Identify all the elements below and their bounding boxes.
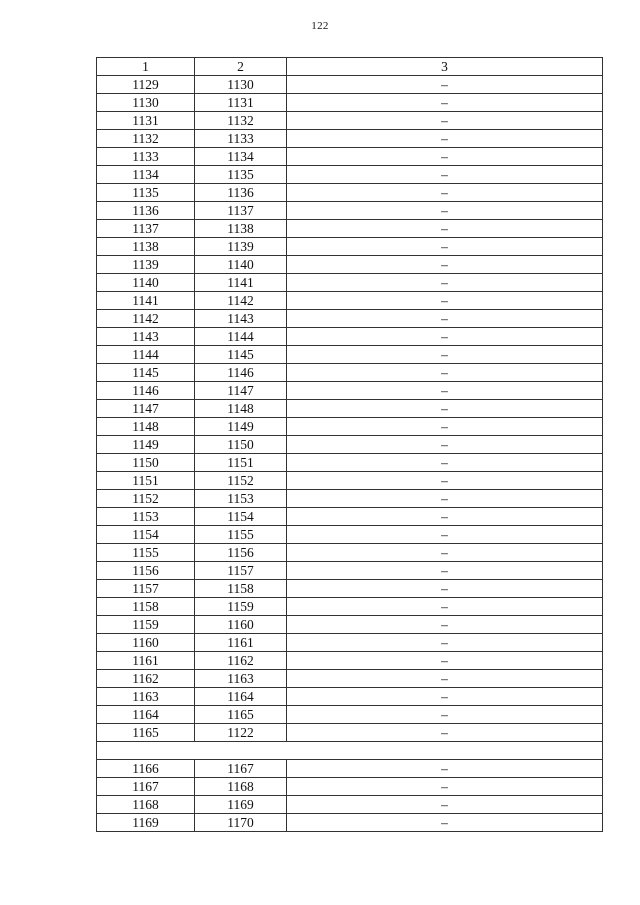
table-cell-col-2: 1133 [195, 130, 287, 148]
table-cell-col-2: 1168 [195, 778, 287, 796]
table-cell-col-3: – [287, 94, 603, 112]
table-cell-col-1: 1164 [97, 706, 195, 724]
table-cell-col-2: 1148 [195, 400, 287, 418]
table-row [97, 292, 603, 310]
table-cell-col-2: 1164 [195, 688, 287, 706]
table-cell-col-3: – [287, 454, 603, 472]
table-cell-col-3: – [287, 472, 603, 490]
table-cell-col-3: – [287, 328, 603, 346]
table-cell-col-1: 1155 [97, 544, 195, 562]
table-row [97, 238, 603, 256]
table-cell-col-2: 1135 [195, 166, 287, 184]
table-header-row [97, 58, 603, 76]
table-cell-col-2: 1145 [195, 346, 287, 364]
table-cell-col-1: 1166 [97, 760, 195, 778]
table-cell-col-1: 1157 [97, 580, 195, 598]
table-cell-col-1: 1142 [97, 310, 195, 328]
table-cell-col-3: – [287, 706, 603, 724]
table-row [97, 166, 603, 184]
table-cell-col-3: – [287, 814, 603, 832]
table-cell-col-2: 1154 [195, 508, 287, 526]
table-cell-col-2: 1155 [195, 526, 287, 544]
table-cell-col-3: – [287, 76, 603, 94]
table-row [97, 130, 603, 148]
table-cell-col-2: 1140 [195, 256, 287, 274]
table-cell-col-2: 1157 [195, 562, 287, 580]
table-cell-col-3: – [287, 202, 603, 220]
table-cell-col-3: – [287, 580, 603, 598]
table-row [97, 688, 603, 706]
table-cell-col-2: 1141 [195, 274, 287, 292]
table-row [97, 670, 603, 688]
table-cell-col-2: 1134 [195, 148, 287, 166]
table-cell-col-3: – [287, 112, 603, 130]
table-row [97, 724, 603, 742]
table-row [97, 112, 603, 130]
table-cell-col-2: 1139 [195, 238, 287, 256]
table-cell-col-2: 1122 [195, 724, 287, 742]
table-cell-col-2: 1142 [195, 292, 287, 310]
table-row [97, 184, 603, 202]
table-cell-col-1: 1161 [97, 652, 195, 670]
table-row [97, 400, 603, 418]
table-cell-col-2: 1153 [195, 490, 287, 508]
table-cell-col-2: 1147 [195, 382, 287, 400]
table-cell-col-3: – [287, 238, 603, 256]
table-cell-col-2: 1144 [195, 328, 287, 346]
table-row [97, 436, 603, 454]
table-cell-col-3: – [287, 490, 603, 508]
table-cell-col-3: – [287, 526, 603, 544]
table-cell-col-3: – [287, 310, 603, 328]
table-cell-col-2: 1152 [195, 472, 287, 490]
table-cell-col-3: – [287, 544, 603, 562]
table-row [97, 202, 603, 220]
table-cell-col-3: – [287, 436, 603, 454]
table-cell-col-1: 1154 [97, 526, 195, 544]
data-table [96, 57, 603, 832]
table-row [97, 418, 603, 436]
table-row [97, 454, 603, 472]
table-cell-col-1: 1144 [97, 346, 195, 364]
table-cell-col-2: 1146 [195, 364, 287, 382]
table-cell-col-1: 1152 [97, 490, 195, 508]
table-cell-col-2: 1143 [195, 310, 287, 328]
table-row [97, 706, 603, 724]
table-row [97, 310, 603, 328]
table-row [97, 562, 603, 580]
table-cell-col-1: 1167 [97, 778, 195, 796]
table-row [97, 814, 603, 832]
table-cell-col-1: 1145 [97, 364, 195, 382]
table-row [97, 472, 603, 490]
table-cell-col-2: 1163 [195, 670, 287, 688]
table-cell-col-3: – [287, 562, 603, 580]
table-cell-col-2: 1156 [195, 544, 287, 562]
table-row [97, 94, 603, 112]
table-cell-col-2: 1165 [195, 706, 287, 724]
table-cell-col-1: 1159 [97, 616, 195, 634]
table-cell-col-1: 1146 [97, 382, 195, 400]
table-row [97, 346, 603, 364]
table-cell-col-2: 1130 [195, 76, 287, 94]
table-cell-col-1: 1131 [97, 112, 195, 130]
table-cell-col-2: 1158 [195, 580, 287, 598]
table-cell-col-2: 1170 [195, 814, 287, 832]
table-cell-col-1: 1129 [97, 76, 195, 94]
table-cell-col-3: – [287, 634, 603, 652]
table-gap-cell [97, 742, 603, 760]
table-cell-col-2: 1162 [195, 652, 287, 670]
table-row [97, 328, 603, 346]
table-cell-col-1: 1138 [97, 238, 195, 256]
table-cell-col-3: – [287, 364, 603, 382]
table-row [97, 652, 603, 670]
table-row [97, 778, 603, 796]
table-cell-col-2: 1169 [195, 796, 287, 814]
table-cell-col-2: 1137 [195, 202, 287, 220]
table-cell-col-3: – [287, 598, 603, 616]
table-cell-col-3: – [287, 346, 603, 364]
column-header-3: 3 [287, 58, 603, 76]
table-cell-col-3: – [287, 166, 603, 184]
table-cell-col-3: – [287, 382, 603, 400]
table-row [97, 508, 603, 526]
table-cell-col-1: 1135 [97, 184, 195, 202]
table-row [97, 616, 603, 634]
table-cell-col-3: – [287, 796, 603, 814]
table-cell-col-1: 1140 [97, 274, 195, 292]
table-cell-col-1: 1147 [97, 400, 195, 418]
table-body [97, 76, 603, 832]
table-cell-col-1: 1148 [97, 418, 195, 436]
table-cell-col-3: – [287, 688, 603, 706]
table-cell-col-1: 1143 [97, 328, 195, 346]
table-cell-col-1: 1150 [97, 454, 195, 472]
column-header-2: 2 [195, 58, 287, 76]
table-cell-col-1: 1134 [97, 166, 195, 184]
table-cell-col-3: – [287, 724, 603, 742]
table-row [97, 148, 603, 166]
column-header-1: 1 [97, 58, 195, 76]
table-cell-col-1: 1158 [97, 598, 195, 616]
table-cell-col-1: 1141 [97, 292, 195, 310]
table-cell-col-3: – [287, 184, 603, 202]
table-cell-col-3: – [287, 760, 603, 778]
table-row [97, 526, 603, 544]
page-number: 122 [311, 20, 329, 32]
table-cell-col-3: – [287, 130, 603, 148]
table-cell-col-1: 1137 [97, 220, 195, 238]
table-cell-col-3: – [287, 292, 603, 310]
table-row [97, 796, 603, 814]
table-cell-col-3: – [287, 418, 603, 436]
table-cell-col-2: 1150 [195, 436, 287, 454]
table-cell-col-3: – [287, 508, 603, 526]
table-cell-col-2: 1136 [195, 184, 287, 202]
table-cell-col-3: – [287, 400, 603, 418]
table-cell-col-1: 1136 [97, 202, 195, 220]
table-cell-col-3: – [287, 670, 603, 688]
table-row [97, 274, 603, 292]
table-row [97, 634, 603, 652]
table-cell-col-3: – [287, 652, 603, 670]
table-row [97, 760, 603, 778]
table-cell-col-3: – [287, 274, 603, 292]
table-cell-col-3: – [287, 616, 603, 634]
table-row [97, 364, 603, 382]
table-cell-col-3: – [287, 778, 603, 796]
table-cell-col-1: 1169 [97, 814, 195, 832]
table-cell-col-1: 1165 [97, 724, 195, 742]
table-cell-col-1: 1160 [97, 634, 195, 652]
table-cell-col-2: 1149 [195, 418, 287, 436]
table-cell-col-2: 1138 [195, 220, 287, 238]
table-cell-col-2: 1132 [195, 112, 287, 130]
table-cell-col-2: 1161 [195, 634, 287, 652]
table-cell-col-1: 1162 [97, 670, 195, 688]
table-cell-col-3: – [287, 256, 603, 274]
table-cell-col-1: 1163 [97, 688, 195, 706]
table-gap-row [97, 742, 603, 760]
table-row [97, 220, 603, 238]
table-cell-col-1: 1133 [97, 148, 195, 166]
table-cell-col-1: 1149 [97, 436, 195, 454]
table-cell-col-2: 1131 [195, 94, 287, 112]
table-row [97, 598, 603, 616]
table-cell-col-1: 1153 [97, 508, 195, 526]
table-cell-col-1: 1151 [97, 472, 195, 490]
table-row [97, 544, 603, 562]
table-cell-col-1: 1130 [97, 94, 195, 112]
table-cell-col-2: 1167 [195, 760, 287, 778]
table-cell-col-2: 1159 [195, 598, 287, 616]
table-cell-col-3: – [287, 148, 603, 166]
table-row [97, 382, 603, 400]
table-row [97, 256, 603, 274]
table-row [97, 580, 603, 598]
table-cell-col-1: 1156 [97, 562, 195, 580]
table-cell-col-1: 1139 [97, 256, 195, 274]
table-cell-col-2: 1151 [195, 454, 287, 472]
table-cell-col-1: 1168 [97, 796, 195, 814]
table-cell-col-1: 1132 [97, 130, 195, 148]
table-cell-col-3: – [287, 220, 603, 238]
table-row [97, 490, 603, 508]
table-cell-col-2: 1160 [195, 616, 287, 634]
table-row [97, 76, 603, 94]
